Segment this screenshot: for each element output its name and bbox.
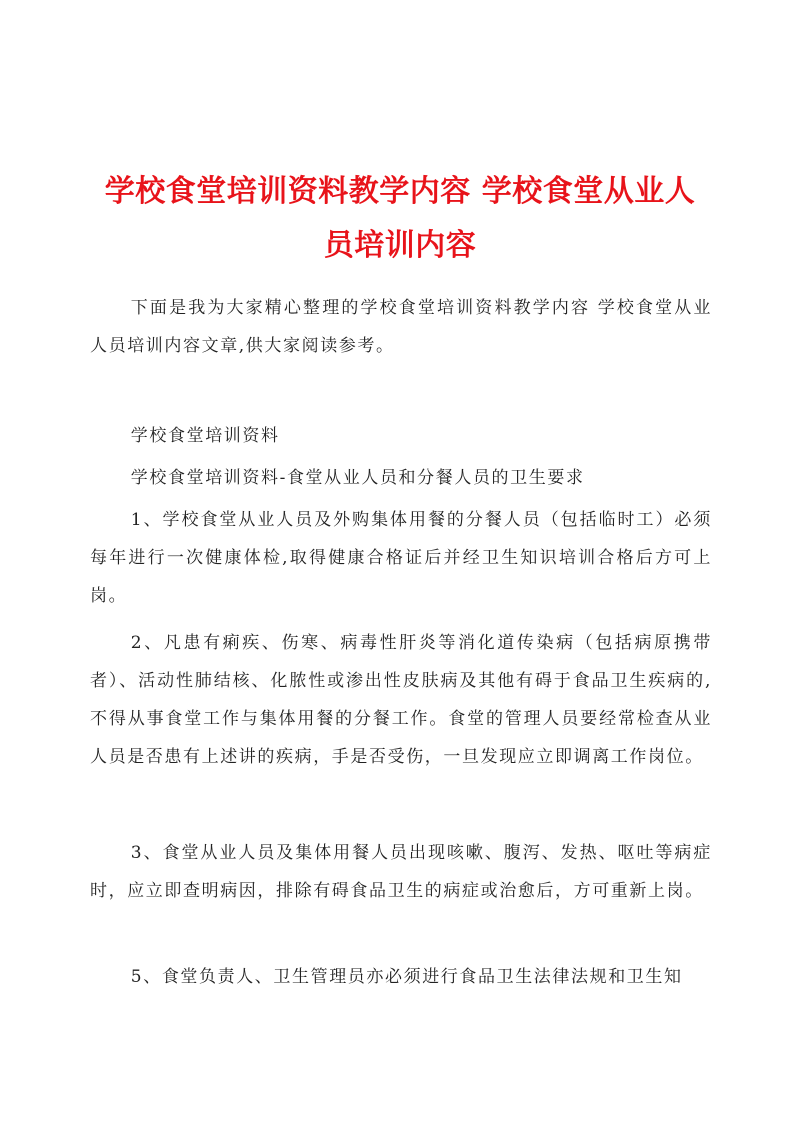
paragraph-1: 1、学校食堂从业人员及外购集体用餐的分餐人员（包括临时工）必须每年进行一次健康体检,取得健康合格证后并经卫生知识培训合格后方可上岗。 bbox=[90, 510, 712, 606]
paragraph-5: 5、食堂负责人、卫生管理员亦必须进行食品卫生法律法规和卫生知 bbox=[130, 967, 683, 987]
paragraph-3: 3、食堂从业人员及集体用餐人员出现咳嗽、腹泻、发热、呕吐等病症时，应立即查明病因，排除有碍食品卫生的病症或治愈后，方可重新上岗。 bbox=[90, 843, 712, 901]
section-heading: 学校食堂培训资料 bbox=[130, 426, 280, 446]
subsection-heading: 学校食堂培训资料-食堂从业人员和分餐人员的卫生要求 bbox=[130, 468, 585, 488]
intro-paragraph: 下面是我为大家精心整理的学校食堂培训资料教学内容 学校食堂从业人员培训内容文章,供大家阅读参考。 bbox=[90, 298, 712, 356]
paragraph-2: 2、凡患有痢疾、伤寒、病毒性肝炎等消化道传染病（包括病原携带者）、活动性肺结核、化脓性或渗出性皮肤病及其他有碍于食品卫生疾病的,不得从事食堂工作与集体用餐的分餐工作。食堂的管理人员要经常检查从业人员是否患有上述讲的疾病，手是否受伤，一旦发现应立即调离工作岗位。 bbox=[90, 633, 712, 767]
document-title: 学校食堂培训资料教学内容 学校食堂从业人员培训内容 bbox=[104, 174, 696, 263]
